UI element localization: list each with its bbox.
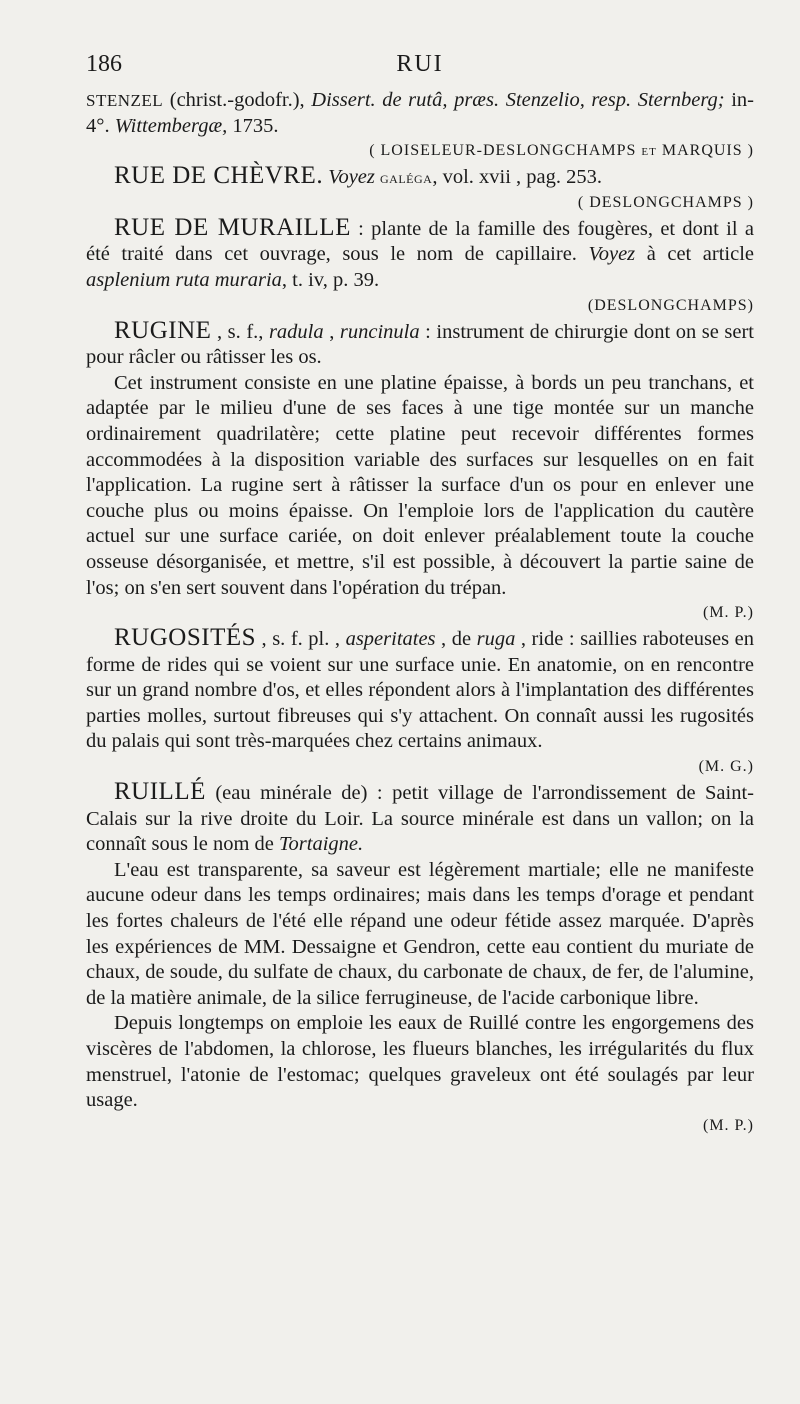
biblio-place: Wittembergæ, — [114, 114, 228, 137]
entry-heading: RUGINE — [114, 316, 212, 344]
author-signature: (M. P.) — [702, 604, 754, 622]
author-signature: ( LOISELEUR-DESLONGCHAMPS et MARQUIS ) — [369, 142, 754, 160]
paragraph: Cet instrument consiste en une platine épaisse, à bords un peu tranchans, et adaptée par le milieu d'une de ses faces à une tige montée sur un manche ordinairement quadrilatère; cette platine peut recevoir différentes formes accommodées à la disposition variable des surfaces sur lesquelles on en fait l'application. La rugine sert à râtisser la surface d'un os pour en enlever une couche plus ou moins épaisse. On l'emploie lors de l'application du cautère actuel sur une surface cariée, on doit enlever préalablement toute la couche osseuse désorganisée, et mettre, s'il est possible, à découvert la partie saine de l'os; on s'en sert souvent dans l'opération du trépan. — [86, 371, 754, 599]
page-header — [86, 48, 754, 88]
author-signature: (M. G.) — [698, 758, 754, 776]
page-number: 186 — [86, 51, 122, 77]
entry-heading: RUE DE MURAILLE — [114, 213, 351, 241]
author-signature: ( DESLONGCHAMPS ) — [577, 193, 754, 211]
bibliography-entry: STENZEL (christ.-godofr.), Dissert. de rutâ, præs. Stenzelio, resp. Sternberg; in-4°. Wittembergæ, 1735. — [86, 89, 754, 137]
biblio-title: Dissert. de rutâ, præs. Stenzelio, resp. Sternberg; — [311, 89, 725, 111]
author-signature: (M. P.) — [702, 1116, 754, 1134]
entry-ruille: RUILLÉ (eau minérale de) : petit village de l'arrondissement de Saint-Calais sur la rive droite du Loir. La source minérale est dans un vallon; on la connaît sous le nom de Tortaigne. — [86, 778, 754, 856]
entry-rugosites: RUGOSITÉS , s. f. pl. , asperitates , de ruga , ride : saillies raboteuses en forme de rides qui se voient sur une surface unie. En anatomie, on en rencontre sur un grand nombre d'os, et elles répondent alors à l'implantation des différentes parties molles, surtout fibreuses qui s'y attachent. On connaît aussi les rugosités du palais qui sont très-marquées chez certains animaux. — [86, 624, 754, 753]
entry-heading: RUE DE CHÈVRE. — [114, 162, 324, 190]
entry-rue-de-chevre: RUE DE CHÈVRE. Voyez galéga, vol. xvii , pag. 253. — [114, 162, 603, 190]
biblio-author: STENZEL — [86, 91, 164, 110]
document-page — [86, 48, 754, 1138]
entry-rue-de-muraille: RUE DE MURAILLE : plante de la famille des fougères, et dont il a été traité dans cet ouvrage, sous le nom de capillaire. Voyez à cet article asplenium ruta muraria, t. iv, p. 39. — [86, 213, 754, 291]
paragraph: L'eau est transparente, sa saveur est légèrement martiale; elle ne manifeste aucune odeur dans les temps ordinaires; mais dans les temps d'orage et pendant les fortes chaleurs de l'été elle répand une odeur fétide assez marquée. D'après les expériences de MM. Dessaigne et Gendron, cette eau contient du muriate de chaux, de soude, du sulfate de chaux, du carbonate de chaux, de fer, de l'alumine, de la matière animale, de la silice ferrugineuse, de l'acide carbonique libre. — [86, 858, 754, 1009]
running-title: RUI — [396, 51, 444, 77]
entry-heading: RUGOSITÉS — [114, 624, 257, 652]
paragraph: Depuis longtemps on emploie les eaux de Ruillé contre les engorgemens des viscères de l'abdomen, la chlorose, les flueurs blanches, les irrégularités du flux menstruel, l'atonie de l'estomac; quelques graveleux ont été soulagés par leur usage. — [86, 1012, 754, 1112]
entry-heading: RUILLÉ — [114, 778, 206, 806]
author-signature: (DESLONGCHAMPS) — [587, 296, 754, 314]
entry-rugine: RUGINE , s. f., radula , runcinula : instrument de chirurgie dont on se sert pour râcler ou râtisser les os. — [86, 316, 754, 369]
